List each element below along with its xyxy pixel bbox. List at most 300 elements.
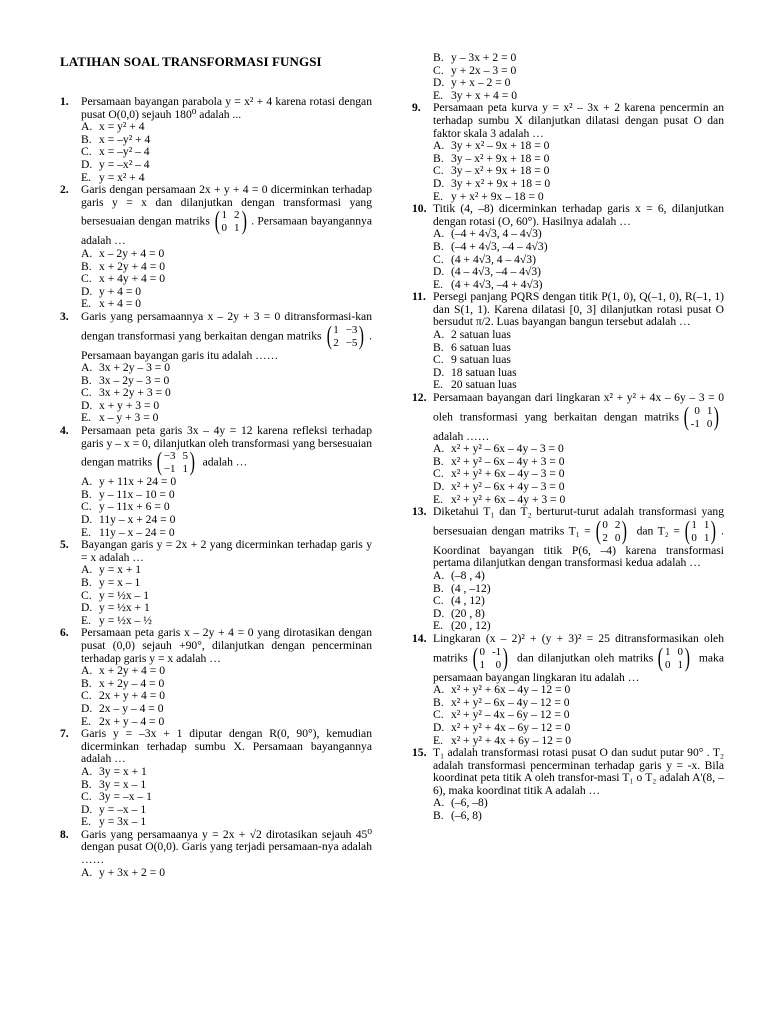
option-letter: A. — [433, 568, 445, 582]
matrix-left-bracket: ( — [472, 642, 478, 672]
option-letter: B. — [433, 51, 444, 64]
matrix-cell: -1 — [690, 417, 700, 430]
question-text: Lingkaran (x – 2)² + (y + 3)² = 25 ditransformasikan oleh matriks — [433, 631, 724, 665]
option-text: x + 2y – 4 = 0 — [99, 676, 165, 690]
option-letter: E. — [81, 170, 91, 184]
option-letter: C. — [81, 386, 92, 400]
option-letter: B. — [433, 340, 444, 354]
option — [412, 266, 724, 279]
matrix-cell: 2 — [614, 518, 621, 531]
answer-options — [412, 329, 724, 392]
option-text: y = ½x – ½ — [99, 613, 152, 627]
question-number: 2. — [60, 183, 69, 197]
answer-options — [60, 766, 372, 829]
question-text: Persamaan peta kurva y = x² – 3x + 2 karena pencermin an terhadap sumbu X dilanjutkan dilatasi dengan pusat O dan faktor skala 3 adalah … — [433, 101, 724, 140]
option-letter: C. — [433, 164, 444, 178]
question — [412, 506, 724, 633]
option-text: 11y – x – 24 = 0 — [99, 525, 175, 539]
option-letter: A. — [81, 764, 93, 778]
option-text: x + 2y + 4 = 0 — [99, 664, 165, 678]
option-letter: D. — [81, 601, 93, 615]
matrix — [325, 320, 367, 350]
matrix — [656, 642, 691, 672]
option-text: (20 , 8) — [451, 606, 485, 620]
option-letter: D. — [433, 176, 445, 190]
option-text: y = x² + 4 — [99, 170, 145, 184]
matrix-cell: −3 — [163, 450, 176, 463]
option-letter: B. — [81, 676, 92, 690]
question-text: Garis dengan persamaan 2x + y + 4 = 0 dicerminkan terhadap garis y = x dan dilanjutkan dengan transformasi yang bersesuaian dengan matriks — [81, 183, 372, 228]
option — [60, 362, 372, 375]
left-column — [60, 52, 372, 879]
option-letter: E. — [433, 189, 443, 203]
question-text: Diketahui T₁ dan T₂ berturut-turut adalah transformasi yang bersesuaian dengan matriks T₁ = — [433, 505, 724, 538]
option-text: 3x – 2y – 3 = 0 — [99, 373, 170, 387]
option-letter: E. — [433, 492, 443, 506]
option-text: x² + y² + 6x – 4y + 3 = 0 — [451, 492, 566, 506]
option-text: 6 satuan luas — [451, 340, 511, 354]
matrix-cells — [479, 646, 501, 672]
option-text: 2 satuan luas — [451, 328, 511, 342]
option-text: 3y = x – 1 — [99, 777, 147, 791]
option-text: y + x – 2 = 0 — [451, 76, 511, 90]
option-text: (–8 , 4) — [451, 568, 485, 582]
option-letter: A. — [81, 361, 93, 375]
option-letter: D. — [81, 701, 93, 715]
matrix — [471, 642, 510, 672]
question — [60, 539, 372, 627]
matrix-cell: 1 — [677, 658, 683, 671]
option-letter: A. — [81, 120, 93, 134]
option-text: x² + y² – 6x – 4y – 12 = 0 — [451, 695, 570, 709]
option-text: 3y = –x – 1 — [99, 790, 152, 804]
matrix-cell: 1 — [703, 531, 710, 544]
matrix-left-bracket: ( — [326, 320, 332, 350]
matrix-cell: 0 — [691, 531, 697, 544]
option — [412, 443, 724, 456]
option-text: x + 4y + 4 = 0 — [99, 272, 165, 286]
option-letter: E. — [433, 378, 443, 392]
option-text: (4 + 4√3, 4 – 4√3) — [451, 252, 536, 266]
option-letter: B. — [81, 576, 92, 589]
matrix-cell: -1 — [491, 645, 502, 658]
matrix-right-bracket: ) — [359, 320, 365, 350]
option-text: (–4 + 4√3, –4 – 4√3) — [451, 239, 548, 253]
option-text: x – 2y + 4 = 0 — [99, 246, 165, 260]
option-letter: B. — [433, 151, 444, 165]
option — [412, 77, 724, 90]
option-text: (–4 + 4√3, 4 – 4√3) — [451, 227, 542, 241]
matrix-left-bracket: ( — [214, 206, 220, 236]
option-text: 9 satuan luas — [451, 353, 511, 367]
question-stem — [60, 96, 372, 121]
option-text: x + 2y + 4 = 0 — [99, 259, 165, 273]
option-letter: B. — [433, 695, 444, 709]
option — [412, 178, 724, 191]
answer-options — [60, 665, 372, 728]
option — [60, 665, 372, 678]
question-stem — [412, 747, 724, 797]
answer-options — [60, 867, 372, 880]
question-text: T₁ adalah transformasi rotasi pusat O dan sudut putar 90° . T₂ adalah transformasi pencerminan terhadap garis y = -x. Bila koordinat peta titik A oleh transfor-masi T₁ o T₂ adalah A'(8, –6), maka koordinat titik A adalah … — [433, 746, 724, 797]
option-text: y – 3x + 2 = 0 — [451, 51, 517, 64]
option — [60, 387, 372, 400]
option-text: x² + y² + 4x + 6y – 12 = 0 — [451, 733, 572, 747]
option-letter: E. — [81, 714, 91, 728]
option — [412, 570, 724, 583]
question-text-end: adalah … — [199, 455, 248, 469]
question — [60, 425, 372, 539]
option-text: x + y + 3 = 0 — [99, 398, 160, 412]
option-letter: D. — [81, 513, 93, 527]
question — [60, 829, 372, 879]
option-letter: C. — [81, 689, 92, 703]
matrix-cell: 0 — [495, 658, 502, 671]
question-number: 9. — [412, 101, 421, 115]
question-number: 10. — [412, 202, 427, 216]
question — [412, 633, 724, 747]
question — [412, 747, 724, 823]
option-text: y + 11x + 24 = 0 — [99, 475, 177, 489]
question-text-mid: dan dilanjutkan oleh matriks — [512, 651, 654, 665]
question-number: 11. — [412, 290, 426, 304]
question-text: Titik (4, –8) dicerminkan terhadap garis x = 6, dilanjutkan dengan rotasi (O, 60°). Hasilnya adalah … — [433, 202, 724, 228]
option-text: 18 satuan luas — [451, 365, 517, 379]
matrix-cell: 1 — [691, 518, 697, 531]
option-text: y = –x² – 4 — [99, 157, 150, 171]
question-text-mid: dan T₂ = — [632, 524, 680, 538]
option-letter: B. — [433, 809, 444, 823]
matrix-right-bracket: ) — [622, 515, 628, 545]
question — [60, 627, 372, 728]
option-letter: B. — [433, 239, 444, 253]
matrix-cell: 0 — [602, 518, 608, 531]
question-stem — [60, 311, 372, 362]
continued-options — [412, 52, 724, 102]
option-text: x – y + 3 = 0 — [99, 411, 159, 425]
question-text-end: . Persamaan bayangan garis itu adalah …… — [81, 329, 372, 362]
question-number: 1. — [60, 95, 69, 108]
answer-options — [412, 684, 724, 747]
question-number: 5. — [60, 538, 69, 552]
matrix — [213, 206, 248, 236]
answer-options — [60, 248, 372, 311]
answer-options — [412, 443, 724, 506]
option — [60, 476, 372, 489]
answer-options — [412, 797, 724, 822]
question — [60, 311, 372, 425]
option-text: (4 , 12) — [451, 594, 485, 608]
option — [412, 241, 724, 254]
option-letter: D. — [433, 606, 445, 620]
option — [412, 140, 724, 153]
option-text: x = y² + 4 — [99, 120, 145, 134]
question-stem — [60, 539, 372, 564]
page-title: LATIHAN SOAL TRANSFORMASI FUNGSI — [60, 54, 322, 69]
option — [60, 602, 372, 615]
option-text: y + 4 = 0 — [99, 284, 142, 298]
option-text: 20 satuan luas — [451, 378, 517, 392]
option-text: (–6, –8) — [451, 796, 488, 810]
option-letter: E. — [81, 297, 91, 311]
matrix-cell: −1 — [163, 463, 176, 476]
option-text: y = 3x – 1 — [99, 815, 147, 829]
question-text-end: . Persamaan bayangannya adalah … — [81, 215, 372, 248]
option-letter: B. — [433, 454, 444, 468]
matrix-cells — [222, 209, 240, 235]
option-text: y = ½x + 1 — [99, 601, 150, 615]
option-letter: D. — [433, 76, 445, 90]
left-question-list — [60, 96, 372, 879]
matrix-right-bracket: ) — [502, 642, 509, 672]
option-text: 3y + x² – 9x + 18 = 0 — [451, 139, 550, 153]
option-text: x = –y² – 4 — [99, 145, 150, 159]
answer-options — [60, 362, 372, 425]
matrix-cell: 1 — [665, 645, 671, 658]
option-text: y = ½x – 1 — [99, 588, 150, 602]
matrix — [682, 401, 721, 431]
option — [60, 867, 372, 880]
answer-options — [60, 476, 372, 539]
question-text: Persamaan bayangan parabola y = x² + 4 karena rotasi dengan pusat O(0,0) sejauh 180⁰ adalah ... — [81, 95, 372, 121]
matrix-cell: 2 — [234, 209, 240, 222]
option-letter: D. — [433, 365, 445, 379]
option-letter: A. — [81, 246, 93, 260]
option-letter: C. — [81, 790, 92, 804]
matrix-right-bracket: ) — [714, 401, 720, 431]
answer-options — [60, 564, 372, 627]
question-stem — [412, 392, 724, 443]
question-stem — [60, 627, 372, 665]
option-letter: D. — [433, 720, 445, 734]
option — [60, 577, 372, 590]
option-letter: E. — [81, 525, 91, 539]
matrix-cells — [691, 519, 709, 545]
matrix-cell: 1 — [703, 518, 710, 531]
option-text: 3x + 2y + 3 = 0 — [99, 386, 171, 400]
option-letter: A. — [81, 664, 93, 678]
option-letter: C. — [433, 594, 444, 608]
option-letter: C. — [81, 272, 92, 286]
question — [60, 728, 372, 829]
option-letter: D. — [433, 480, 445, 493]
option-letter: E. — [433, 277, 443, 291]
matrix-right-bracket: ) — [711, 515, 717, 545]
question-text-end: . Koordinat bayangan titik P(6, –4) karena transformasi pertama dilanjutkan dengan transformasi kedua adalah … — [433, 524, 724, 570]
option-text: 3y – x² + 9x + 18 = 0 — [451, 164, 550, 178]
option-text: 3y + x² + 9x + 18 = 0 — [451, 176, 551, 190]
option-text: x² + y² – 6x – 4y – 3 = 0 — [451, 442, 564, 456]
option-text: y + x² + 9x – 18 = 0 — [451, 189, 544, 203]
option-letter: C. — [433, 467, 444, 481]
matrix-cell: 1 — [182, 463, 189, 476]
matrix-left-bracket: ( — [658, 642, 664, 672]
option-letter: C. — [81, 588, 92, 602]
option-letter: B. — [81, 373, 92, 387]
matrix-cell: 1 — [234, 222, 240, 235]
option-letter: A. — [433, 442, 445, 456]
question — [60, 184, 372, 311]
matrix-cell: 0 — [479, 645, 485, 658]
option-letter: A. — [81, 865, 93, 879]
matrix-left-bracket: ( — [684, 515, 690, 545]
question-stem — [412, 203, 724, 228]
matrix-right-bracket: ) — [684, 642, 690, 672]
right-column — [412, 52, 724, 823]
option — [412, 722, 724, 735]
right-question-list — [412, 102, 724, 822]
option — [412, 595, 724, 608]
option — [412, 329, 724, 342]
option-letter: B. — [81, 777, 92, 791]
option-text: 3y = x + 1 — [99, 764, 147, 778]
question-number: 14. — [412, 631, 427, 645]
matrix-cell: 0 — [706, 417, 713, 430]
option-letter: D. — [433, 265, 445, 279]
option-text: x² + y² + 6x – 4y – 3 = 0 — [451, 467, 565, 481]
question-text: Persamaan peta garis 3x – 4y = 12 karena refleksi terhadap garis y – x = 0, dilanjutkan oleh transformasi yang bersesuaian dengan matriks — [81, 424, 372, 469]
option-text: 2x + y + 4 = 0 — [99, 689, 165, 703]
matrix-cell: 0 — [221, 222, 228, 235]
question-text-end: maka persamaan bayangan lingkaran itu adalah … — [433, 651, 724, 684]
option-text: (20 , 12) — [451, 619, 491, 633]
option-text: (4 – 4√3, –4 – 4√3) — [451, 265, 542, 279]
option-text: 11y – x + 24 = 0 — [99, 513, 176, 527]
option — [60, 248, 372, 261]
matrix-left-bracket: ( — [595, 515, 601, 545]
question-text: Persamaan bayangan dari lingkaran x² + y² + 4x – 6y – 3 = 0 oleh transformasi yang berkaitan dengan matriks — [433, 391, 724, 424]
question-text: Garis y = –3x + 1 diputar dengan R(0, 90°), kemudian dicerminkan terhadap sumbu X. Persamaan bayangannya adalah … — [81, 727, 372, 766]
option-letter: E. — [81, 613, 91, 627]
answer-options — [412, 228, 724, 291]
option-letter: A. — [433, 227, 445, 241]
question-number: 7. — [60, 727, 69, 741]
question-number: 4. — [60, 424, 69, 438]
option — [60, 791, 372, 804]
option-text: y – 11x – 10 = 0 — [99, 487, 175, 501]
question-text: Garis yang persamaannya x – 2y + 3 = 0 ditransformasi-kan dengan transformasi yang berkaitan dengan matriks — [81, 309, 372, 343]
option-letter: C. — [433, 353, 444, 367]
question-number: 12. — [412, 391, 427, 405]
option-letter: C. — [433, 708, 444, 722]
matrix-right-bracket: ) — [241, 206, 247, 236]
option-letter: C. — [433, 252, 444, 266]
option — [412, 810, 724, 823]
answer-options — [412, 570, 724, 633]
question-stem — [412, 291, 724, 329]
matrix-cell: −3 — [345, 323, 358, 336]
option-letter: C. — [81, 500, 92, 514]
option — [60, 159, 372, 172]
option-letter: D. — [81, 157, 93, 171]
option-text: (4 , –12) — [451, 581, 491, 595]
option — [412, 52, 724, 65]
question-number: 13. — [412, 505, 427, 519]
option — [60, 273, 372, 286]
matrix-cell: 2 — [333, 336, 339, 349]
option-text: x² + y² – 4x – 6y – 12 = 0 — [451, 708, 570, 722]
option — [60, 703, 372, 716]
question — [412, 291, 724, 392]
option — [412, 481, 724, 494]
option-letter: A. — [81, 475, 93, 489]
option-text: x + 4 = 0 — [99, 297, 142, 311]
question — [60, 96, 372, 184]
question-number: 8. — [60, 827, 69, 841]
option-letter: A. — [433, 683, 445, 697]
option-text: 3y + x + 4 = 0 — [451, 88, 517, 102]
question-stem — [412, 102, 724, 140]
option-text: y – 11x + 6 = 0 — [99, 500, 170, 514]
matrix-left-bracket: ( — [156, 447, 163, 477]
matrix-cells — [333, 324, 357, 350]
matrix-cell: −5 — [345, 336, 358, 349]
option-letter: A. — [433, 139, 445, 153]
matrix-cell: 1 — [221, 209, 228, 222]
option-text: x² + y² – 6x – 4y + 3 = 0 — [451, 454, 565, 468]
matrix-left-bracket: ( — [683, 401, 689, 431]
option-letter: E. — [433, 619, 443, 633]
option-letter: E. — [433, 88, 443, 102]
matrix-cell: 1 — [333, 323, 339, 336]
option-text: (4 + 4√3, –4 + 4√3) — [451, 277, 543, 291]
option-text: y = x – 1 — [99, 576, 141, 589]
option-letter: D. — [81, 398, 93, 412]
option — [412, 354, 724, 367]
matrix-right-bracket: ) — [189, 447, 195, 477]
matrix-cell: 2 — [602, 531, 608, 544]
matrix-cells — [665, 646, 683, 672]
option-letter: A. — [433, 328, 445, 342]
option-text: y + 3x + 2 = 0 — [99, 865, 165, 879]
option-letter: E. — [81, 411, 91, 425]
option-text: 3y – x² + 9x + 18 = 0 — [451, 151, 550, 165]
option-letter: E. — [81, 815, 91, 829]
matrix-cells — [691, 405, 713, 431]
question-text: Persegi panjang PQRS dengan titik P(1, 0), Q(–1, 0), R(–1, 1) dan S(1, 1). Karena dilatasi [0, 3] dilanjutkan rotasi pusat O bersudut π/2. Luas bayangan bangun tersebut adalah … — [433, 290, 724, 329]
option-text: x² + y² – 6x + 4y – 3 = 0 — [451, 480, 565, 493]
matrix — [594, 515, 629, 545]
matrix-cell: 0 — [677, 645, 683, 658]
option — [60, 514, 372, 527]
option-letter: D. — [81, 802, 93, 816]
option-letter: C. — [81, 145, 92, 159]
option-text: x = –y² + 4 — [99, 132, 151, 146]
option — [60, 121, 372, 134]
option-letter: B. — [433, 581, 444, 595]
option-letter: A. — [433, 796, 445, 810]
question-number: 6. — [60, 626, 69, 640]
matrix-cells — [164, 450, 188, 476]
option — [60, 766, 372, 779]
option-letter: A. — [81, 563, 93, 577]
question-text: Persamaan peta garis x – 2y + 4 = 0 yang dirotasikan dengan pusat (0,0) sejauh +90°, dilanjutkan dengan pencerminan terhadap garis y = x adalah … — [81, 626, 372, 665]
matrix-cell: 1 — [479, 658, 485, 671]
option-letter: C. — [433, 63, 444, 77]
matrix-cell: 1 — [706, 404, 713, 417]
option-text: x² + y² + 4x – 6y – 12 = 0 — [451, 720, 571, 734]
question-number: 15. — [412, 746, 427, 760]
question-stem — [60, 728, 372, 766]
question-stem — [60, 184, 372, 248]
option-text: y = –x – 1 — [99, 802, 147, 816]
question — [412, 203, 724, 291]
option-letter: E. — [433, 733, 443, 747]
option-letter: B. — [81, 132, 92, 146]
option-text: x² + y² + 6x – 4y – 12 = 0 — [451, 683, 571, 697]
answer-options — [412, 140, 724, 203]
option-text: 2x + y – 4 = 0 — [99, 714, 165, 728]
